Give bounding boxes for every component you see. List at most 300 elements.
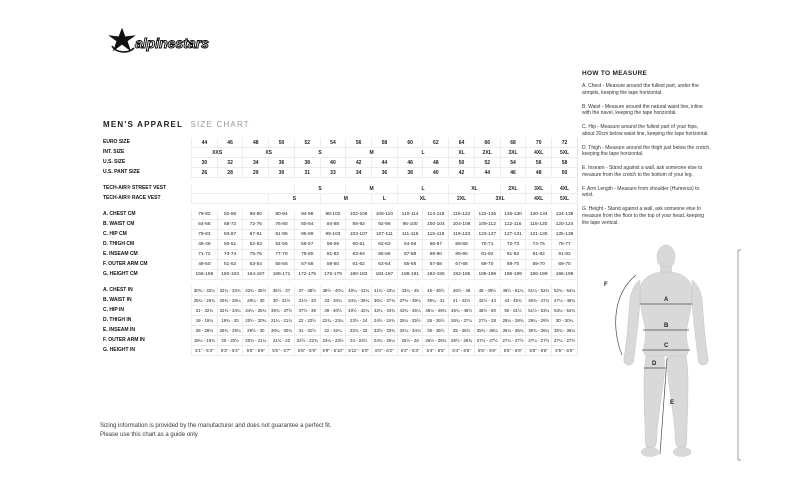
table-cell: 114-118 bbox=[423, 210, 449, 220]
table-cell: 86-90 bbox=[243, 210, 269, 220]
row-label: B. WAIST CM bbox=[103, 220, 135, 227]
table-cell: 5'1" - 5'3" bbox=[192, 346, 218, 356]
table-cell: 58-59 bbox=[320, 240, 346, 250]
table-cell: 46½ - 48 bbox=[449, 286, 475, 296]
table-cell: 41 - 42½ bbox=[449, 296, 475, 306]
figure-label-f: F bbox=[604, 282, 608, 288]
table-row bbox=[100, 240, 578, 250]
table-cell: 56-57 bbox=[294, 240, 320, 250]
body-silhouette bbox=[624, 245, 708, 457]
footer-line-2: Please use this chart as a guide only bbox=[100, 432, 198, 438]
table-cell: 33¾ - 35½ bbox=[243, 286, 269, 296]
table-cell: 2XL bbox=[449, 194, 475, 204]
row-label: TECH-AIR® STREET VEST bbox=[103, 185, 167, 191]
table-cell: 65-66 bbox=[397, 260, 423, 270]
row-label: TECH-AIR® RACE VEST bbox=[103, 194, 161, 201]
table-cell: 45¾ - 47¼ bbox=[526, 296, 552, 306]
table-cell: 27¼ - 27½ bbox=[474, 336, 500, 346]
table-cell: 5XL bbox=[552, 194, 578, 204]
table-row bbox=[100, 316, 578, 326]
table-row bbox=[100, 250, 578, 260]
table-cell: 37½ - 39 bbox=[294, 306, 320, 316]
table-cell: 5'5" - 5'6" bbox=[243, 346, 269, 356]
row-label: F. OUTER ARM CM bbox=[103, 260, 148, 267]
table-cell: 20 - 20½ bbox=[217, 336, 243, 346]
table-cell: 39¼ - 41 bbox=[423, 296, 449, 306]
table-cell: 30 - 31½ bbox=[269, 296, 295, 306]
table-cell: 35¾ - 36¼ bbox=[552, 326, 578, 336]
table-cell: 66-67 bbox=[423, 240, 449, 250]
table-cell: 37 - 38½ bbox=[294, 286, 320, 296]
table-row bbox=[100, 158, 578, 168]
table-cell: 196-199 bbox=[474, 270, 500, 280]
table-cell: 31 - 31½ bbox=[294, 326, 320, 336]
table-cell: 99-103 bbox=[320, 230, 346, 240]
table-cell: 47¼ - 48¾ bbox=[552, 296, 578, 306]
table-cell: 91-92 bbox=[474, 250, 500, 260]
figure-label-a: A bbox=[664, 297, 669, 303]
table-cell: 91-92 bbox=[552, 250, 578, 260]
table-cell: 60 bbox=[397, 138, 423, 148]
table-cell: 123-127 bbox=[474, 230, 500, 240]
table-cell: 72 bbox=[552, 138, 578, 148]
table-cell: 68 bbox=[500, 138, 526, 148]
table-cell: 6'5" - 6'6" bbox=[500, 346, 526, 356]
table-cell: 82-86 bbox=[217, 210, 243, 220]
table-cell: 77-78 bbox=[269, 250, 295, 260]
table-cell: 51¼ - 52¾ bbox=[526, 286, 552, 296]
table-cell: 30¼ - 30¾ bbox=[269, 326, 295, 336]
table-cell: 45 - 46½ bbox=[423, 286, 449, 296]
table-cell: 29¼ - 29½ bbox=[526, 316, 552, 326]
table-cell: 3XL bbox=[526, 184, 552, 194]
table-cell: 112-116 bbox=[500, 220, 526, 230]
table-cell bbox=[192, 194, 269, 204]
table-cell: 119-123 bbox=[449, 230, 475, 240]
table-cell: 48 bbox=[243, 138, 269, 148]
table-row bbox=[100, 184, 578, 194]
table-cell: 83-84 bbox=[346, 250, 372, 260]
table-cell: 106-110 bbox=[372, 210, 398, 220]
table-cell: 54-55 bbox=[269, 240, 295, 250]
table-cell: 56 bbox=[526, 158, 552, 168]
table-cell: 192-195 bbox=[449, 270, 475, 280]
table-cell: 42½ - 44 bbox=[474, 296, 500, 306]
table-cell: 26¾ - 28¼ bbox=[217, 296, 243, 306]
table-cell: 29½ - 30 bbox=[243, 326, 269, 336]
table-cell: 184-187 bbox=[372, 270, 398, 280]
table-cell: 104-108 bbox=[449, 220, 475, 230]
star-icon bbox=[110, 29, 134, 52]
table-cell: 6'4" - 6'5" bbox=[423, 346, 449, 356]
table-cell: 25¼ - 25½ bbox=[397, 316, 423, 326]
table-cell: 71-72 bbox=[192, 250, 218, 260]
table-cell: 69-70 bbox=[552, 260, 578, 270]
table-cell: 72-76 bbox=[243, 220, 269, 230]
table-cell: 52 bbox=[474, 158, 500, 168]
table-cell: 67-68 bbox=[449, 260, 475, 270]
table-cell: 40½ - 42¼ bbox=[346, 306, 372, 316]
table-cell: 36 bbox=[269, 158, 295, 168]
table-cell: 69-70 bbox=[526, 260, 552, 270]
table-cell: 6'0" - 6'2" bbox=[372, 346, 398, 356]
measure-instruction: D. Thigh - Measure around the thigh just below the crotch, keeping the tape horizontal. bbox=[582, 144, 711, 158]
table-cell: 28¼ - 28¾ bbox=[500, 316, 526, 326]
table-cell: 44 bbox=[474, 168, 500, 178]
table-cell: 156-159 bbox=[192, 270, 218, 280]
table-cell: 3XL bbox=[500, 148, 526, 158]
table-cell: 44 bbox=[192, 138, 218, 148]
table-cell: 54 bbox=[500, 158, 526, 168]
page-title-secondary: SIZE CHART bbox=[190, 120, 250, 129]
table-cell bbox=[192, 184, 295, 194]
table-cell: 31½ - 33 bbox=[294, 296, 320, 306]
table-cell: 26½ - 26¾ bbox=[449, 336, 475, 346]
row-label: INT. SIZE bbox=[103, 148, 125, 155]
table-cell: 50 bbox=[449, 158, 475, 168]
table-cell: 27¼ - 27½ bbox=[500, 336, 526, 346]
table-cell: 46¾ - 48½ bbox=[449, 306, 475, 316]
row-label: D. THIGH CM bbox=[103, 240, 135, 247]
row-label: EURO SIZE bbox=[103, 139, 130, 145]
table-cell: 38 bbox=[397, 168, 423, 178]
table-cell: 64-65 bbox=[397, 240, 423, 250]
table-cell: M bbox=[320, 194, 371, 204]
table-cell: 52¾ - 54¼ bbox=[552, 286, 578, 296]
table-cell: 21¾ - 22 bbox=[269, 336, 295, 346]
table-cell: 48-49 bbox=[192, 240, 218, 250]
table-cell: 69-70 bbox=[500, 260, 526, 270]
table-cell: 188-191 bbox=[397, 270, 423, 280]
table-cell: 96-100 bbox=[397, 220, 423, 230]
measure-instruction: E. Inseam - Stand against a wall, ask someone else to measure from the crotch to the bottom of your leg. bbox=[582, 165, 703, 178]
table-cell: 30 bbox=[269, 168, 295, 178]
table-cell: 34¼ - 35¾ bbox=[243, 306, 269, 316]
table-cell: 32 bbox=[217, 158, 243, 168]
measure-instruction: G. Height - Stand against a wall, ask someone else to measure from the floor to the top of your head, keeping the tape vertical. bbox=[582, 206, 705, 226]
table-cell: 2XL bbox=[474, 148, 500, 158]
table-cell: 84-88 bbox=[320, 220, 346, 230]
table-cell: 196-199 bbox=[500, 270, 526, 280]
table-cell: 26½ - 26¾ bbox=[423, 336, 449, 346]
table-cell: 127-131 bbox=[500, 230, 526, 240]
table-cell: 33 - 34¾ bbox=[320, 296, 346, 306]
table-cell: L bbox=[397, 184, 448, 194]
logo-wordmark: alpinestars bbox=[135, 35, 209, 51]
table-cell: 76-77 bbox=[552, 240, 578, 250]
table-cell: 19¾ - 20 bbox=[217, 316, 243, 326]
table-cell: 32¾ - 34¼ bbox=[217, 306, 243, 316]
table-cell: 36¼ - 37¾ bbox=[372, 296, 398, 306]
table-cell: 35¾ - 37½ bbox=[269, 306, 295, 316]
table-row bbox=[100, 220, 578, 230]
table-cell: 35¾ - 36¼ bbox=[526, 326, 552, 336]
table-cell: 196-199 bbox=[552, 270, 578, 280]
how-to-measure-title: HOW TO MEASURE bbox=[582, 70, 648, 77]
table-cell: 34¼ - 34¾ bbox=[397, 326, 423, 336]
table-cell: 81-82 bbox=[320, 250, 346, 260]
row-label: A. CHEST CM bbox=[103, 211, 136, 217]
table-cell: 73-74 bbox=[217, 250, 243, 260]
figure-label-c: C bbox=[664, 343, 669, 349]
row-label: G. HEIGHT IN bbox=[103, 346, 135, 353]
table-row bbox=[100, 336, 578, 346]
table-cell: 25½ - 26 bbox=[397, 336, 423, 346]
page-title bbox=[103, 120, 250, 129]
table-cell: 111-115 bbox=[397, 230, 423, 240]
table-cell: 60-61 bbox=[346, 240, 372, 250]
table-cell: 53¼ - 54¾ bbox=[552, 306, 578, 316]
table-cell: 98-102 bbox=[320, 210, 346, 220]
table-cell: 40¼ - 41¾ bbox=[346, 286, 372, 296]
row-label: E. INSEAM CM bbox=[103, 250, 138, 257]
table-cell: 79-83 bbox=[192, 230, 218, 240]
table-cell: 32¾ - 33 bbox=[346, 326, 372, 336]
table-cell: 34¾ - 36¼ bbox=[346, 296, 372, 306]
table-cell: XL bbox=[449, 148, 475, 158]
table-cell: 66 bbox=[474, 138, 500, 148]
table-row bbox=[100, 296, 578, 306]
table-cell: 37¾ - 39¼ bbox=[397, 296, 423, 306]
page-title-primary: MEN'S APPAREL bbox=[103, 120, 184, 129]
table-cell: 42 bbox=[346, 158, 372, 168]
table-cell: 51-52 bbox=[217, 260, 243, 270]
table-cell: 48 bbox=[526, 168, 552, 178]
table-cell: 135-139 bbox=[552, 230, 578, 240]
table-cell: 87-88 bbox=[397, 250, 423, 260]
table-cell: L bbox=[372, 194, 398, 204]
table-cell: 72-73 bbox=[500, 240, 526, 250]
figure-label-e: E bbox=[670, 400, 675, 406]
table-cell: 102-106 bbox=[346, 210, 372, 220]
table-cell: 32¼ - 33¾ bbox=[217, 286, 243, 296]
table-cell: 35½ - 37 bbox=[269, 286, 295, 296]
table-cell: 53-54 bbox=[243, 260, 269, 270]
table-cell: 57-58 bbox=[294, 260, 320, 270]
table-cell: 24 - 24½ bbox=[346, 336, 372, 346]
how-to-measure-panel bbox=[582, 70, 712, 233]
table-cell: 68-69 bbox=[449, 240, 475, 250]
measure-instruction: C. Hip - Measure around the fullest part of your hips, about 20cm below waist line, keeping the tape horizontal. bbox=[582, 124, 709, 137]
row-label: E. INSEAM IN bbox=[103, 326, 135, 333]
table-cell: 6'4" - 6'5" bbox=[449, 346, 475, 356]
table-cell: 41¾ - 43¼ bbox=[372, 286, 398, 296]
table-cell: 35¾ - 36¼ bbox=[474, 326, 500, 336]
measure-instruction: A. Chest - Measure around the fullest part, under the armpits, keeping the tape horizontal. bbox=[582, 83, 699, 96]
table-cell: 3XL bbox=[474, 194, 525, 204]
table-cell: 49-50 bbox=[192, 260, 218, 270]
row-label: C. HIP IN bbox=[103, 306, 125, 313]
table-cell: 122-126 bbox=[474, 210, 500, 220]
table-cell: 52 bbox=[294, 138, 320, 148]
table-cell: 75-76 bbox=[243, 250, 269, 260]
table-cell: 92-96 bbox=[372, 220, 398, 230]
table-cell: 26 bbox=[192, 168, 218, 178]
table-cell: 43¾ - 45¼ bbox=[397, 306, 423, 316]
table-cell: 134-138 bbox=[552, 210, 578, 220]
table-cell: 59-60 bbox=[320, 260, 346, 270]
table-row bbox=[100, 210, 578, 220]
table-cell: 118-122 bbox=[449, 210, 475, 220]
table-cell: M bbox=[346, 184, 397, 194]
table-cell: 42¼ - 43¾ bbox=[372, 306, 398, 316]
figure-label-b: B bbox=[664, 323, 669, 329]
table-cell: XXS bbox=[192, 148, 243, 158]
table-cell: 5'6" - 5'7" bbox=[269, 346, 295, 356]
table-cell: 58 bbox=[552, 158, 578, 168]
table-cell: 115-119 bbox=[423, 230, 449, 240]
table-row bbox=[100, 230, 578, 240]
table-cell: 50 - 51½ bbox=[500, 306, 526, 316]
table-cell: 76-80 bbox=[269, 220, 295, 230]
table-cell: 34 bbox=[243, 158, 269, 168]
table-row bbox=[100, 194, 578, 204]
table-cell: 87-91 bbox=[243, 230, 269, 240]
table-cell: 131-135 bbox=[526, 230, 552, 240]
table-cell: L bbox=[397, 148, 448, 158]
table-cell: XL bbox=[449, 184, 500, 194]
table-cell: 19 - 19¼ bbox=[192, 316, 218, 326]
table-cell: 64-68 bbox=[192, 220, 218, 230]
table-cell: 164-167 bbox=[243, 270, 269, 280]
table-cell: 22½ - 22¾ bbox=[294, 336, 320, 346]
table-cell: 67-68 bbox=[423, 260, 449, 270]
figure-label-d: D bbox=[652, 361, 657, 367]
table-cell: 45¼ - 46¾ bbox=[423, 306, 449, 316]
table-cell: 32 - 32¼ bbox=[320, 326, 346, 336]
row-label: U.S. PANT SIZE bbox=[103, 168, 140, 175]
table-row bbox=[100, 168, 578, 178]
table-cell: 40 bbox=[320, 158, 346, 168]
table-cell: 79-80 bbox=[294, 250, 320, 260]
table-cell: 116-120 bbox=[526, 220, 552, 230]
table-cell: 176-179 bbox=[320, 270, 346, 280]
table-cell: 103-107 bbox=[346, 230, 372, 240]
table-cell: 62 bbox=[423, 138, 449, 148]
table-cell: 20¾ - 21¼ bbox=[243, 336, 269, 346]
table-cell: 2XL bbox=[500, 184, 526, 194]
table-cell: 83-87 bbox=[217, 230, 243, 240]
table-cell: 6'5" - 6'6" bbox=[526, 346, 552, 356]
table-cell: 5'11" - 6'0" bbox=[346, 346, 372, 356]
table-cell: 23¼ - 23½ bbox=[320, 336, 346, 346]
row-label: A. CHEST IN bbox=[103, 287, 133, 293]
table-cell: 5'3" - 5'4" bbox=[217, 346, 243, 356]
table-row bbox=[100, 326, 578, 336]
table-cell: 27¼ - 27½ bbox=[526, 336, 552, 346]
table-cell: 110-114 bbox=[397, 210, 423, 220]
table-cell: 38½ - 40¼ bbox=[320, 286, 346, 296]
table-cell: 43¼ - 45 bbox=[397, 286, 423, 296]
table-cell: 44 - 45¾ bbox=[500, 296, 526, 306]
table-cell: 28 - 28¼ bbox=[192, 326, 218, 336]
table-cell: 5XL bbox=[552, 148, 578, 158]
table-cell: 4XL bbox=[552, 184, 578, 194]
table-cell: 91-92 bbox=[526, 250, 552, 260]
table-cell: 4XL bbox=[526, 148, 552, 158]
table-cell: 89-90 bbox=[449, 250, 475, 260]
how-to-measure-list bbox=[582, 83, 712, 226]
size-table-body bbox=[100, 138, 578, 356]
table-cell: 28¾ - 29¼ bbox=[217, 326, 243, 336]
row-label: G. HEIGHT CM bbox=[103, 270, 138, 277]
table-cell: 126-130 bbox=[500, 210, 526, 220]
footer-note bbox=[100, 422, 331, 440]
table-cell: 27½ - 28 bbox=[474, 316, 500, 326]
measure-instruction: B. Waist - Measure around the natural waist line, inline with the navel, keeping the tape horizontal. bbox=[582, 103, 703, 117]
table-cell: 180-183 bbox=[346, 270, 372, 280]
table-cell: 23½ - 24 bbox=[346, 316, 372, 326]
row-label: D. THIGH IN bbox=[103, 316, 132, 323]
table-cell: 26¾ - 27¼ bbox=[449, 316, 475, 326]
table-cell: S bbox=[294, 148, 345, 158]
table-cell: 56 bbox=[346, 138, 372, 148]
size-table bbox=[100, 138, 578, 356]
table-cell: 36 bbox=[372, 168, 398, 178]
table-cell: 6'5" - 6'6" bbox=[552, 346, 578, 356]
table-cell: 55-56 bbox=[269, 260, 295, 270]
table-cell: 38 bbox=[294, 158, 320, 168]
table-cell: 50 bbox=[269, 138, 295, 148]
table-cell: 51½ - 53¼ bbox=[526, 306, 552, 316]
measurement-figure bbox=[588, 244, 773, 471]
table-cell: 6'2" - 6'3" bbox=[397, 346, 423, 356]
footer-line-1: Sizing information is provided by the manufacturer and does not guarantee a perfect fit. bbox=[100, 423, 332, 429]
table-cell: 31 - 32¾ bbox=[192, 306, 218, 316]
table-cell: 42 bbox=[449, 168, 475, 178]
alpinestars-logo bbox=[108, 26, 228, 67]
table-cell: 94-98 bbox=[294, 210, 320, 220]
table-row bbox=[100, 306, 578, 316]
table-cell: 108-112 bbox=[474, 220, 500, 230]
table-cell: 85-86 bbox=[372, 250, 398, 260]
table-row bbox=[100, 346, 578, 356]
table-cell: 28 bbox=[217, 168, 243, 178]
table-cell: 61-62 bbox=[346, 260, 372, 270]
table-cell: 31 bbox=[294, 168, 320, 178]
table-cell: 168-171 bbox=[269, 270, 295, 280]
table-cell: 74-75 bbox=[526, 240, 552, 250]
table-cell: 35 - 35½ bbox=[449, 326, 475, 336]
table-cell: 62-63 bbox=[372, 240, 398, 250]
table-cell: 34 bbox=[346, 168, 372, 178]
table-row bbox=[100, 270, 578, 280]
table-cell: 44 bbox=[372, 158, 398, 168]
table-cell: 35¾ - 36¼ bbox=[500, 326, 526, 336]
table-cell: 5'8" - 5'9" bbox=[294, 346, 320, 356]
table-cell: 91-95 bbox=[269, 230, 295, 240]
table-cell: 107-111 bbox=[372, 230, 398, 240]
table-cell: 35 - 35½ bbox=[423, 326, 449, 336]
table-cell: 20½ - 20¾ bbox=[243, 316, 269, 326]
table-cell: 50-51 bbox=[217, 240, 243, 250]
table-cell: 22¾ - 23¼ bbox=[320, 316, 346, 326]
table-cell: 46 bbox=[500, 168, 526, 178]
table-cell: 192-195 bbox=[423, 270, 449, 280]
table-cell: 26 - 26½ bbox=[423, 316, 449, 326]
table-cell: 69-70 bbox=[474, 260, 500, 270]
table-cell: S bbox=[269, 194, 320, 204]
table-cell: 28¼ - 30 bbox=[243, 296, 269, 306]
table-cell: M bbox=[346, 148, 397, 158]
table-cell: 196-199 bbox=[526, 270, 552, 280]
table-cell: 24½ - 24¾ bbox=[372, 316, 398, 326]
table-cell: 21¼ - 21¾ bbox=[269, 316, 295, 326]
table-cell: 52-53 bbox=[243, 240, 269, 250]
row-label: B. WAIST IN bbox=[103, 296, 132, 303]
table-cell: 24¾ - 25¼ bbox=[372, 336, 398, 346]
table-cell: 50 bbox=[552, 168, 578, 178]
